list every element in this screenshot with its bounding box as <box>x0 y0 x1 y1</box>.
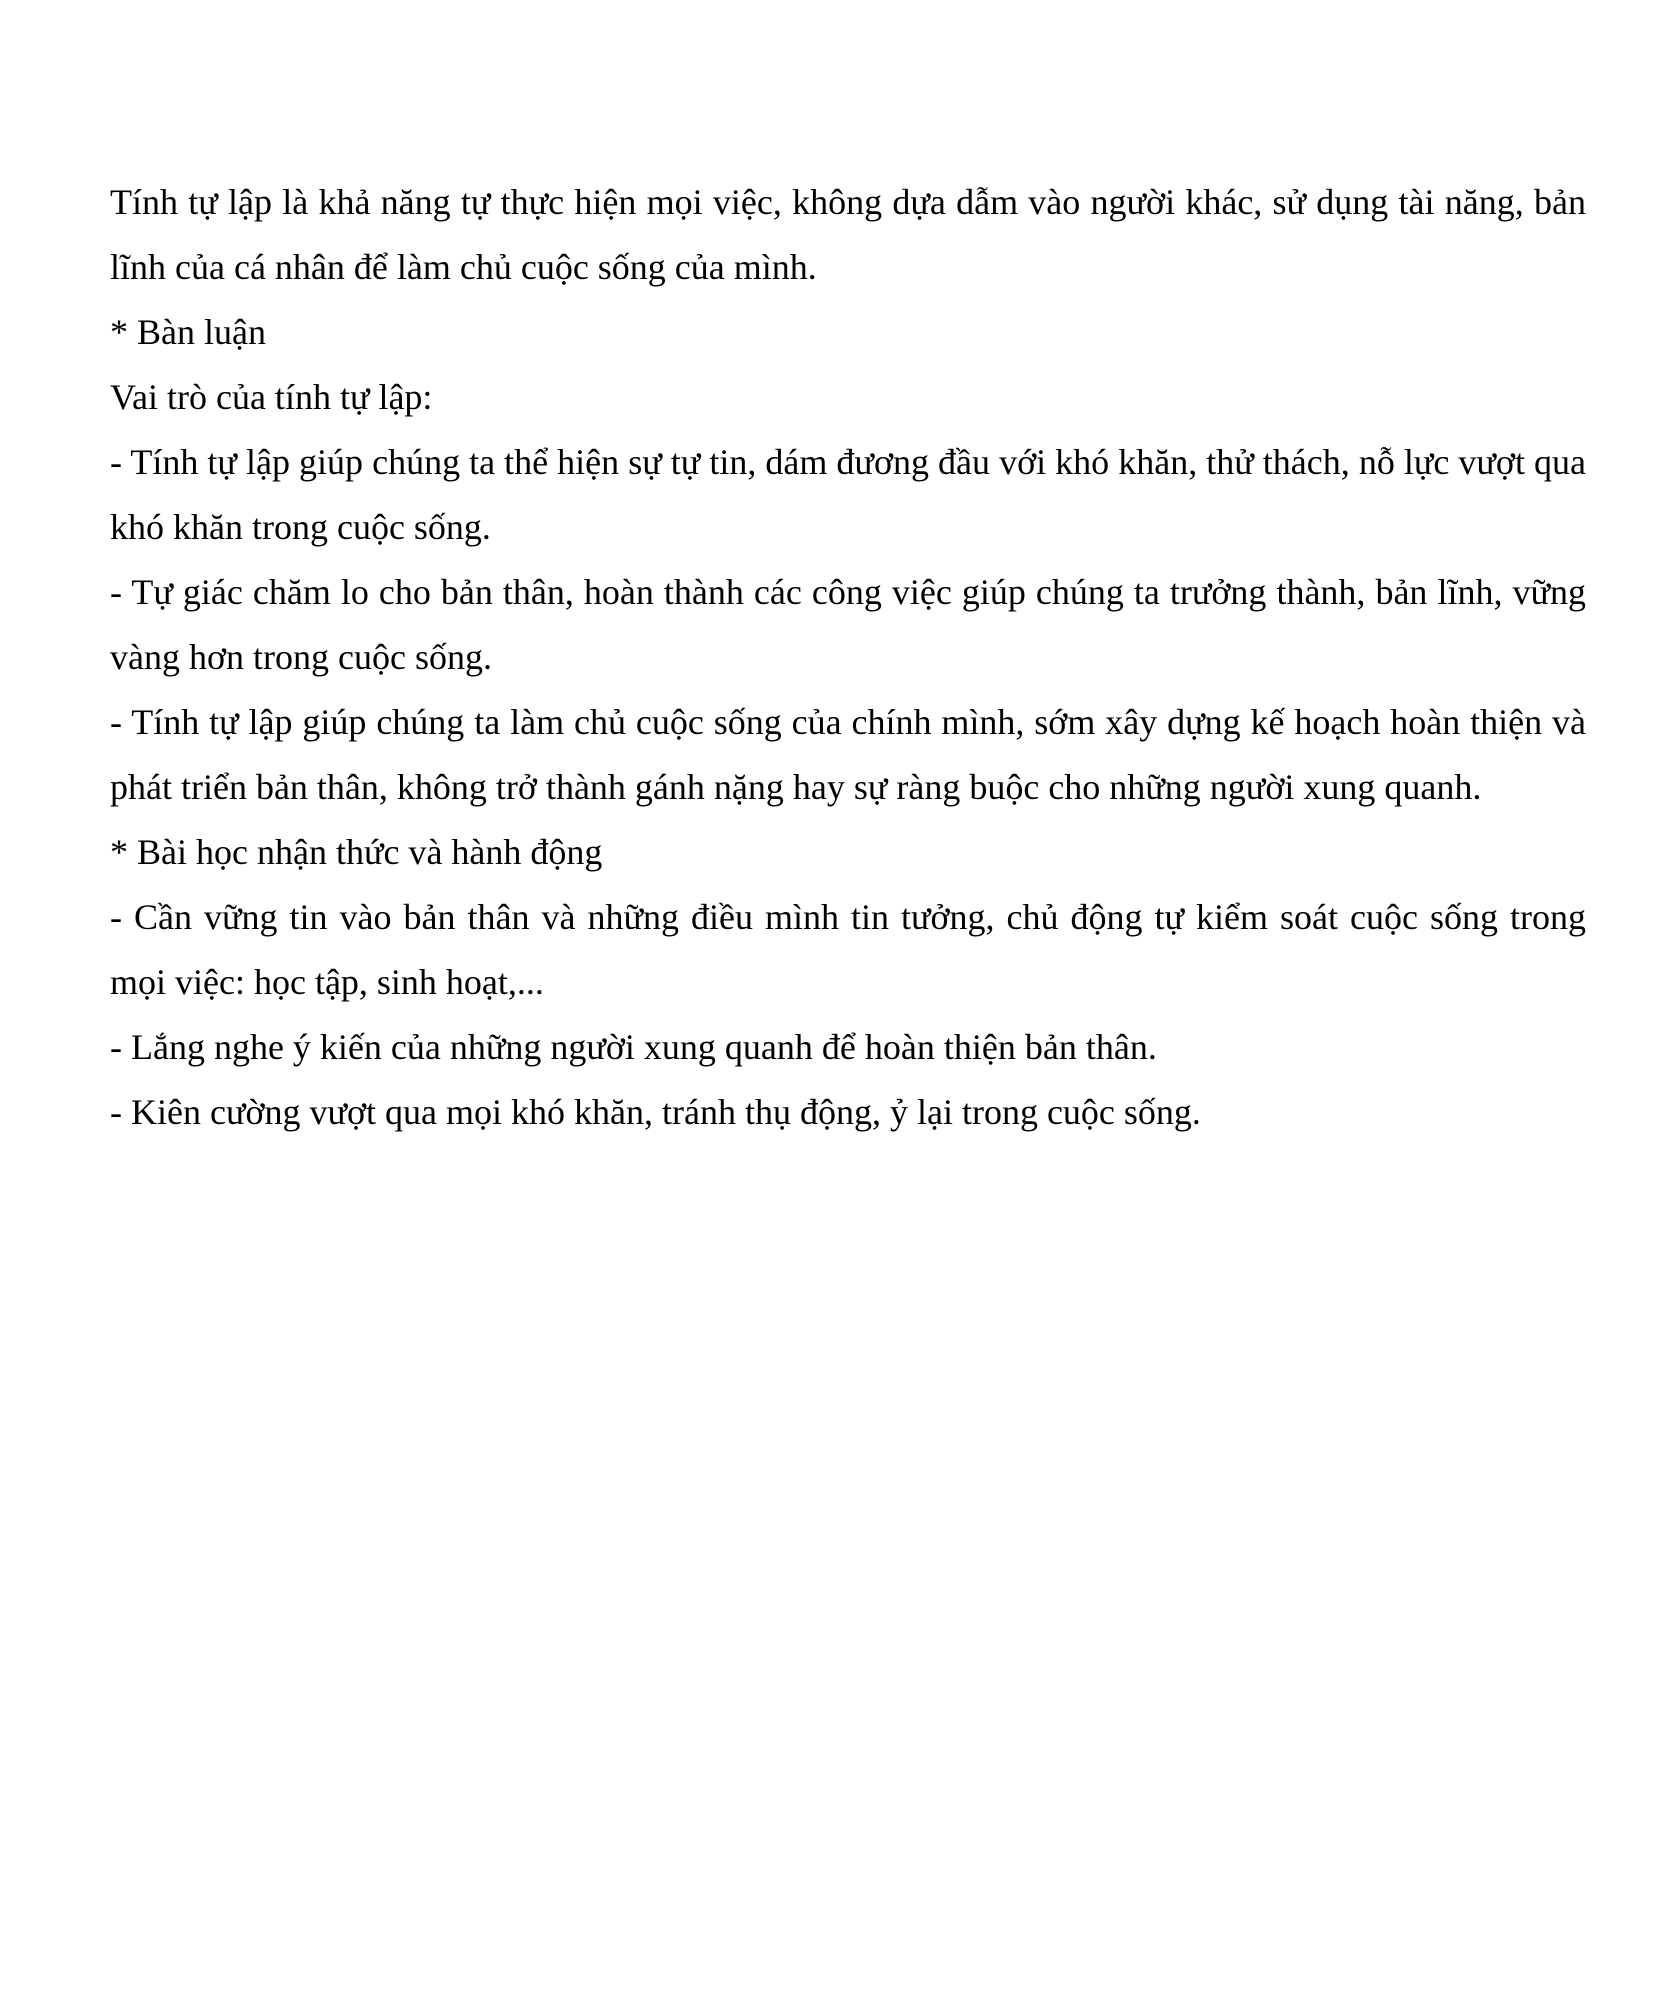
section-heading-discussion: * Bàn luận <box>110 312 266 352</box>
document-body <box>110 170 1586 1145</box>
role-item-self-care: - Tự giác chăm lo cho bản thân, hoàn thành các công việc giúp chúng ta trưởng thành, bản lĩnh, vững vàng hơn trong cuộc sống. <box>110 572 1586 677</box>
role-item-self-mastery: - Tính tự lập giúp chúng ta làm chủ cuộc sống của chính mình, sớm xây dựng kế hoạch hoàn thiện và phát triển bản thân, không trở thành gánh nặng hay sự ràng buộc cho những người xung quanh. <box>110 702 1586 807</box>
section-heading-lessons: * Bài học nhận thức và hành động <box>110 832 603 872</box>
definition-paragraph: Tính tự lập là khả năng tự thực hiện mọi việc, không dựa dẫm vào người khác, sử dụng tài năng, bản lĩnh của cá nhân để làm chủ cuộc sống của mình. <box>110 182 1586 287</box>
lesson-item-listen: - Lắng nghe ý kiến của những người xung quanh để hoàn thiện bản thân. <box>110 1027 1157 1067</box>
role-item-confidence: - Tính tự lập giúp chúng ta thể hiện sự tự tin, dám đương đầu với khó khăn, thử thách, nỗ lực vượt qua khó khăn trong cuộc sống. <box>110 442 1586 547</box>
lesson-item-resilience: - Kiên cường vượt qua mọi khó khăn, tránh thụ động, ỷ lại trong cuộc sống. <box>110 1092 1201 1132</box>
lesson-item-believe: - Cần vững tin vào bản thân và những điều mình tin tưởng, chủ động tự kiểm soát cuộc sống trong mọi việc: học tập, sinh hoạt,... <box>110 897 1586 1002</box>
role-intro: Vai trò của tính tự lập: <box>110 377 433 417</box>
